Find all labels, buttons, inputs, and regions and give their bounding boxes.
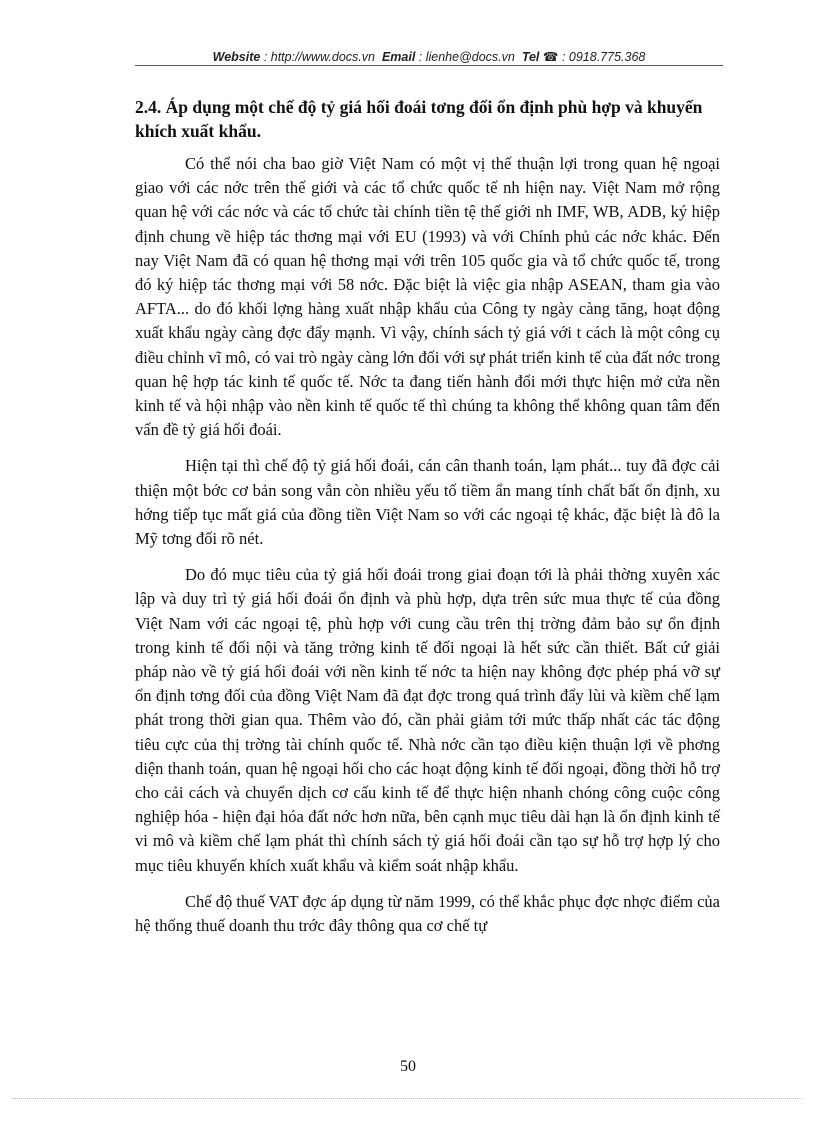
paragraph-3: Do đó mục tiêu của tỷ giá hối đoái trong giai đoạn tới là phải thờng xuyên xác lập và duy trì tỷ giá hối đoái ổn định và phù hợp, dựa trên sức mua thực tế của đồng Việt Nam với các ngoại tệ, phù hợp với cung cầu trên thị trờng đảm bảo sự ổn định trong kinh tế đối nội và tăng trởng kinh tế đối ngoại là hết sức cần thiết. Bất cứ giải pháp nào về tỷ giá hối đoái với nền kinh tế nớc ta hiện nay không đợc phép phá vỡ sự ổn định tơng đối của đồng Việt Nam đã đạt đợc trong quá trình đẩy lùi và kiềm chế lạm phát trong thời gian qua. Thêm vào đó, cần phải giảm tới mức thấp nhất các tác động tiêu cực của thị trờng tài chính quốc tế. Nhà nớc cần tạo điều kiện thuận lợi về phơng diện thanh toán, quan hệ ngoại hối cho các hoạt động kinh tế đối ngoại, đồng thời hỗ trợ cho cải cách và chuyển dịch cơ cấu kinh tế để thực hiện nhanh chóng công cuộc công nghiệp hóa - hiện đại hóa đất nớc hơn nữa, bên cạnh mục tiêu dài hạn là ổn định kinh tế vi mô và kiềm chế lạm phát thì chính sách tỷ giá hối đoái cần tạo sự hỗ trợ hợp lý cho mục tiêu khuyến khích xuất khẩu và kiểm soát nhập khẩu. — [135, 565, 720, 875]
section-heading: 2.4. Áp dụng một chế độ tỷ giá hối đoái tơng đối ổn định phù hợp và khuyến khích xuất khẩu. — [135, 97, 703, 141]
email-label: Email — [381, 50, 416, 64]
header-divider — [135, 65, 723, 66]
paragraph-4: Chế độ thuế VAT đợc áp dụng từ năm 1999, có thể khắc phục đợc nhợc điểm của hệ thống thuế doanh thu trớc đây thông qua cơ chế tự — [135, 891, 720, 936]
website-label: Website — [212, 50, 261, 64]
paragraph-1: Có thể nói cha bao giờ Việt Nam có một vị thế thuận lợi trong quan hệ ngoại giao với các nớc trên thế giới và các tổ chức quốc tế nh hiện nay. Việt Nam mở rộng quan hệ với các nớc và các tổ chức tài chính tiền tệ thế giới nh IMF, WB, ADB, ký hiệp định chung về hiệp tác thơng mại với EU (1993) và với Chính phủ các nớc khác. Đến nay Việt Nam đã có quan hệ thơng mại với trên 105 quốc gia và tổ chức quốc tế, trong đó ký hiệp tác thơng mại với 58 nớc. Đặc biệt là việc gia nhập ASEAN, tham gia vào AFTA... do đó khối lợng hàng xuất nhập khẩu của Công ty ngày càng tăng, hoạt động xuất khẩu ngày càng đợc đẩy mạnh. Vì vậy, chính sách tỷ giá với t cách là một công cụ điều chỉnh vĩ mô, có vai trò ngày càng lớn đối với sự phát triển kinh tế của đất nớc trong quan hệ hợp tác kinh tế quốc tế. Nớc ta đang tiến hành đổi mới thực hiện mở cửa nền kinh tế và hội nhập vào nền kinh tế quốc tế thì chúng ta không thể không quan tâm đến vấn đề tỷ giá hối đoái. — [135, 154, 720, 440]
tel-label: Tel ☎ — [521, 50, 559, 64]
body-text — [135, 152, 720, 950]
footer-divider — [12, 1098, 802, 1099]
tel-value: : 0918.775.368 — [561, 50, 646, 64]
paragraph-2: Hiện tại thì chế độ tỷ giá hối đoái, cán cân thanh toán, lạm phát... tuy đã đợc cải thiện một bớc cơ bản song vẫn còn nhiều yếu tố tiềm ẩn mang tính chất bất ổn định, xu hớng tiếp tục mất giá của đồng tiền Việt Nam so với các ngoại tệ khác, đặc biệt là đô la Mỹ tơng đối rõ nét. — [135, 456, 720, 549]
website-value: : http://www.docs.vn — [263, 50, 375, 64]
email-value: : lienhe@docs.vn — [418, 50, 515, 64]
page-header — [135, 49, 723, 64]
page-number: 50 — [400, 1058, 416, 1075]
